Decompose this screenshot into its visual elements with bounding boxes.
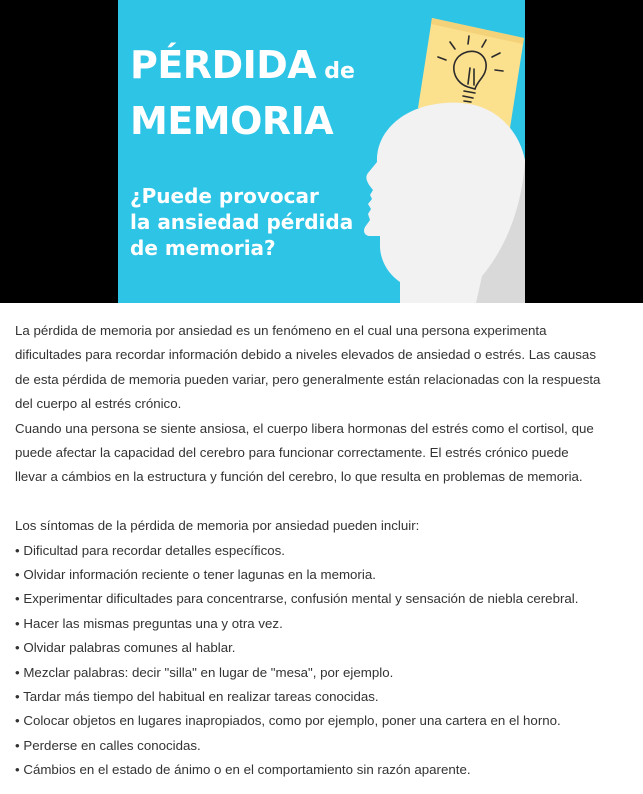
- symptom-item: • Mezclar palabras: decir "silla" en lugar de "mesa", por ejemplo.: [15, 661, 635, 685]
- symptom-item: • Dificultad para recordar detalles específicos.: [15, 539, 635, 563]
- hero-title-line-2: MEMORIA: [130, 99, 334, 143]
- hero-image: [118, 0, 525, 303]
- symptom-item: • Tardar más tiempo del habitual en realizar tareas conocidas.: [15, 685, 635, 709]
- symptom-item: • Experimentar dificultades para concentrarse, confusión mental y sensación de niebla cerebral.: [15, 587, 635, 611]
- paragraph-spacer: [15, 490, 635, 514]
- hero-title-line-1: PÉRDIDA de: [130, 43, 355, 87]
- symptom-item: • Hacer las mismas preguntas una y otra vez.: [15, 612, 635, 636]
- article-line: de esta pérdida de memoria pueden variar, pero generalmente están relacionadas con la respuesta: [15, 371, 601, 387]
- hero-question: [130, 183, 370, 261]
- symptom-item: • Cámbios en el estado de ánimo o en el comportamiento sin razón aparente.: [15, 758, 635, 782]
- article-line: del cuerpo al estrés crónico.: [15, 396, 182, 412]
- hero-banner-frame: [0, 0, 643, 303]
- symptoms-list: [15, 539, 635, 783]
- head-silhouette-icon: [364, 103, 525, 303]
- article-paragraph: [15, 319, 635, 417]
- hero-title-connector: de: [324, 59, 355, 84]
- symptom-item: • Olvidar palabras comunes al hablar.: [15, 636, 635, 660]
- article-line: La pérdida de memoria por ansiedad es un fenómeno en el cual una persona experimenta: [15, 323, 547, 338]
- article-line: dificultades para recordar información debido a niveles elevados de ansiedad o estrés. Las causas: [15, 347, 596, 363]
- article-line: Cuando una persona se siente ansiosa, el cuerpo libera hormonas del estrés como el cortisol, que: [15, 420, 594, 436]
- article-paragraph: [15, 417, 635, 490]
- article-line: puede afectar la capacidad del cerebro para funcionar correctamente. El estrés crónico puede: [15, 445, 569, 461]
- hero-question-line: la ansiedad pérdida: [130, 210, 354, 234]
- hero-question-line: de memoria?: [130, 236, 276, 260]
- article-line: llevar a cámbios en la estructura y función del cerebro, lo que resulta en problemas de memoria.: [15, 469, 583, 485]
- article-body: [15, 319, 635, 783]
- symptom-item: • Olvidar información reciente o tener lagunas en la memoria.: [15, 563, 635, 587]
- symptom-item: • Colocar objetos en lugares inapropiados, como por ejemplo, poner una cartera en el horno.: [15, 709, 635, 733]
- symptoms-intro: Los síntomas de la pérdida de memoria por ansiedad pueden incluir:: [15, 518, 420, 534]
- symptom-item: • Perderse en calles conocidas.: [15, 734, 635, 758]
- hero-question-line: ¿Puede provocar: [130, 184, 319, 208]
